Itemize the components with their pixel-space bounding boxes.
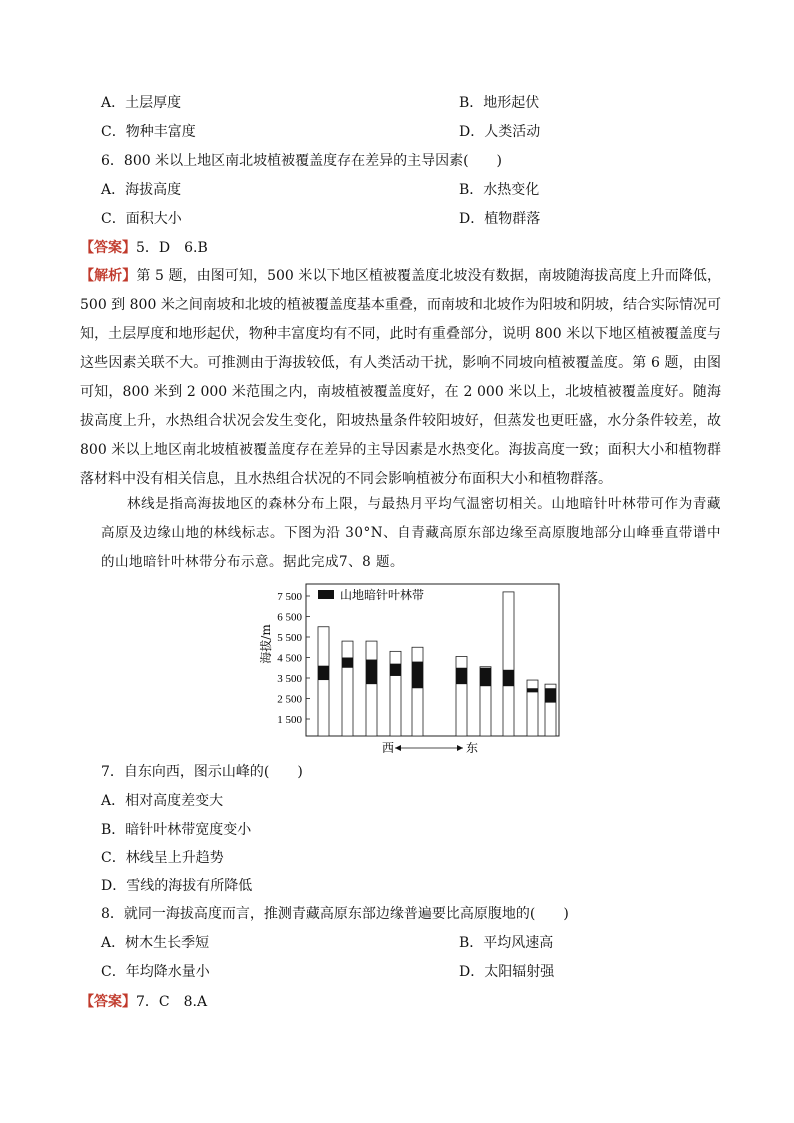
y-tick-label: 3 500 [277,673,302,685]
q6-options-row-1 [101,180,540,200]
answer-text: 5．D 6.B [136,240,208,256]
q6-stem: 6．800 米以上地区南北坡植被覆盖度存在差异的主导因素( ) [101,153,503,169]
q5-option-d: D．人类活动 [459,124,541,140]
q8-option-d: D．太阳辐射强 [459,964,555,980]
forest-belt [456,668,467,684]
q5-option-b: B．地形起伏 [459,95,540,111]
q8-option-b: B．平均风速高 [459,935,554,951]
y-tick-label: 5 500 [277,632,302,644]
q8-option-c: C．年均降水量小 [101,964,210,980]
q8-options-row-1 [101,933,554,953]
forest-belt [318,666,329,680]
y-tick-label: 4 500 [277,652,302,665]
y-tick-label: 2 500 [277,693,302,706]
q6-options-row-2 [101,209,541,229]
answer-5-6 [80,238,208,258]
forest-belt [412,662,423,689]
peak-bar [366,641,377,736]
q7-option-a: A．相对高度差变大 [101,793,224,809]
q7-option-d: D．雪线的海拔有所降低 [101,878,253,894]
forest-belt [390,664,401,676]
answer-7-8 [80,992,207,1012]
forest-belt [527,688,538,692]
y-tick-label: 6 500 [277,611,302,624]
reading-passage: 林线是指高海拔地区的森林分布上限，与最热月平均气温密切相关。山地暗针叶林带可作为青藏高原及边缘山地的林线标志。下图为沿 30°N、自青藏高原东部边缘至高原腹地部分山峰垂直带谱中的山地暗针叶林带分布示意。据此完成7、8 题。 [101,496,721,570]
forest-belt-chart [258,582,568,760]
answer-tag: 【答案】 [80,994,136,1010]
q7-stem: 7．自东向西，图示山峰的( ) [101,764,303,780]
q8-options-row-2 [101,962,555,982]
q6-option-d: D．植物群落 [459,211,541,227]
q5-options-row-2 [101,122,541,142]
y-ticks [277,591,310,726]
forest-belt [545,688,556,702]
peak-bar [318,627,329,736]
x-label-east: 东 [466,741,479,755]
q5-options-row-1 [101,93,540,113]
analysis-text: 第 5 题，由图可知，500 米以下地区植被覆盖度北坡没有数据，南坡随海拔高度上升而降低，500 到 800 米之间南坡和北坡的植被覆盖度基本重叠，而南坡和北坡作为阳坡和阴坡，结合实际情况可知，土层厚度和地形起伏，物种丰富度均有不同，此时有重叠部分，说明 800 米以下地区植被覆盖度与这些因素关联不大。可推测由于海拔较低，有人类活动干扰，影响不同坡向植被覆盖度。第 6 题，由图可知，800 米到 2 000 米范围之内，南坡植被覆盖度好，在 2 000 米以上，北坡植被覆盖度好。随海拔高度上升，水热组合状况会发生变化，阳坡热量条件较阳坡好，但蒸发也更旺盛，水分条件较差，故 800 米以上地区南北坡植被覆盖度存在差异的主导因素是水热变化。海拔高度一致；面积大小和植物群落材料中没有相关信息，且水热组合状况的不同会影响植被分布面积大小和植物群落。 [80,268,722,487]
q5-option-a: A．土层厚度 [101,95,182,111]
answer-tag: 【答案】 [80,240,136,256]
q8-option-a: A．树木生长季短 [101,935,210,951]
forest-belt [366,660,377,685]
analysis-paragraph [80,262,721,494]
y-tick-label: 1 500 [277,714,302,726]
peak-bar [342,641,353,736]
answer-text: 7．C 8.A [136,994,208,1010]
q6-option-a: A．海拔高度 [101,182,182,198]
legend-label: 山地暗针叶林带 [340,588,425,602]
peak-bar [503,592,514,736]
q5-option-c: C．物种丰富度 [101,124,196,140]
arrow-head-east [457,745,463,751]
arrow-head-west [395,745,401,751]
x-label-west: 西 [382,741,395,755]
peak-bar [412,647,423,736]
analysis-tag: 【解析】 [80,268,137,284]
q7-option-b: B．暗针叶林带宽度变小 [101,822,252,838]
y-axis-label: 海拔/m [259,624,273,664]
y-tick-label: 7 500 [277,591,302,603]
forest-belt [342,658,353,668]
q8-stem: 8．就同一海拔高度而言，推测青藏高原东部边缘普遍要比高原腹地的( ) [101,906,569,922]
q6-option-c: C．面积大小 [101,211,182,227]
q7-option-c: C．林线呈上升趋势 [101,850,224,866]
forest-belt [480,668,491,686]
forest-belt [503,670,514,686]
q6-option-b: B．水热变化 [459,182,540,198]
legend-swatch [318,590,334,599]
